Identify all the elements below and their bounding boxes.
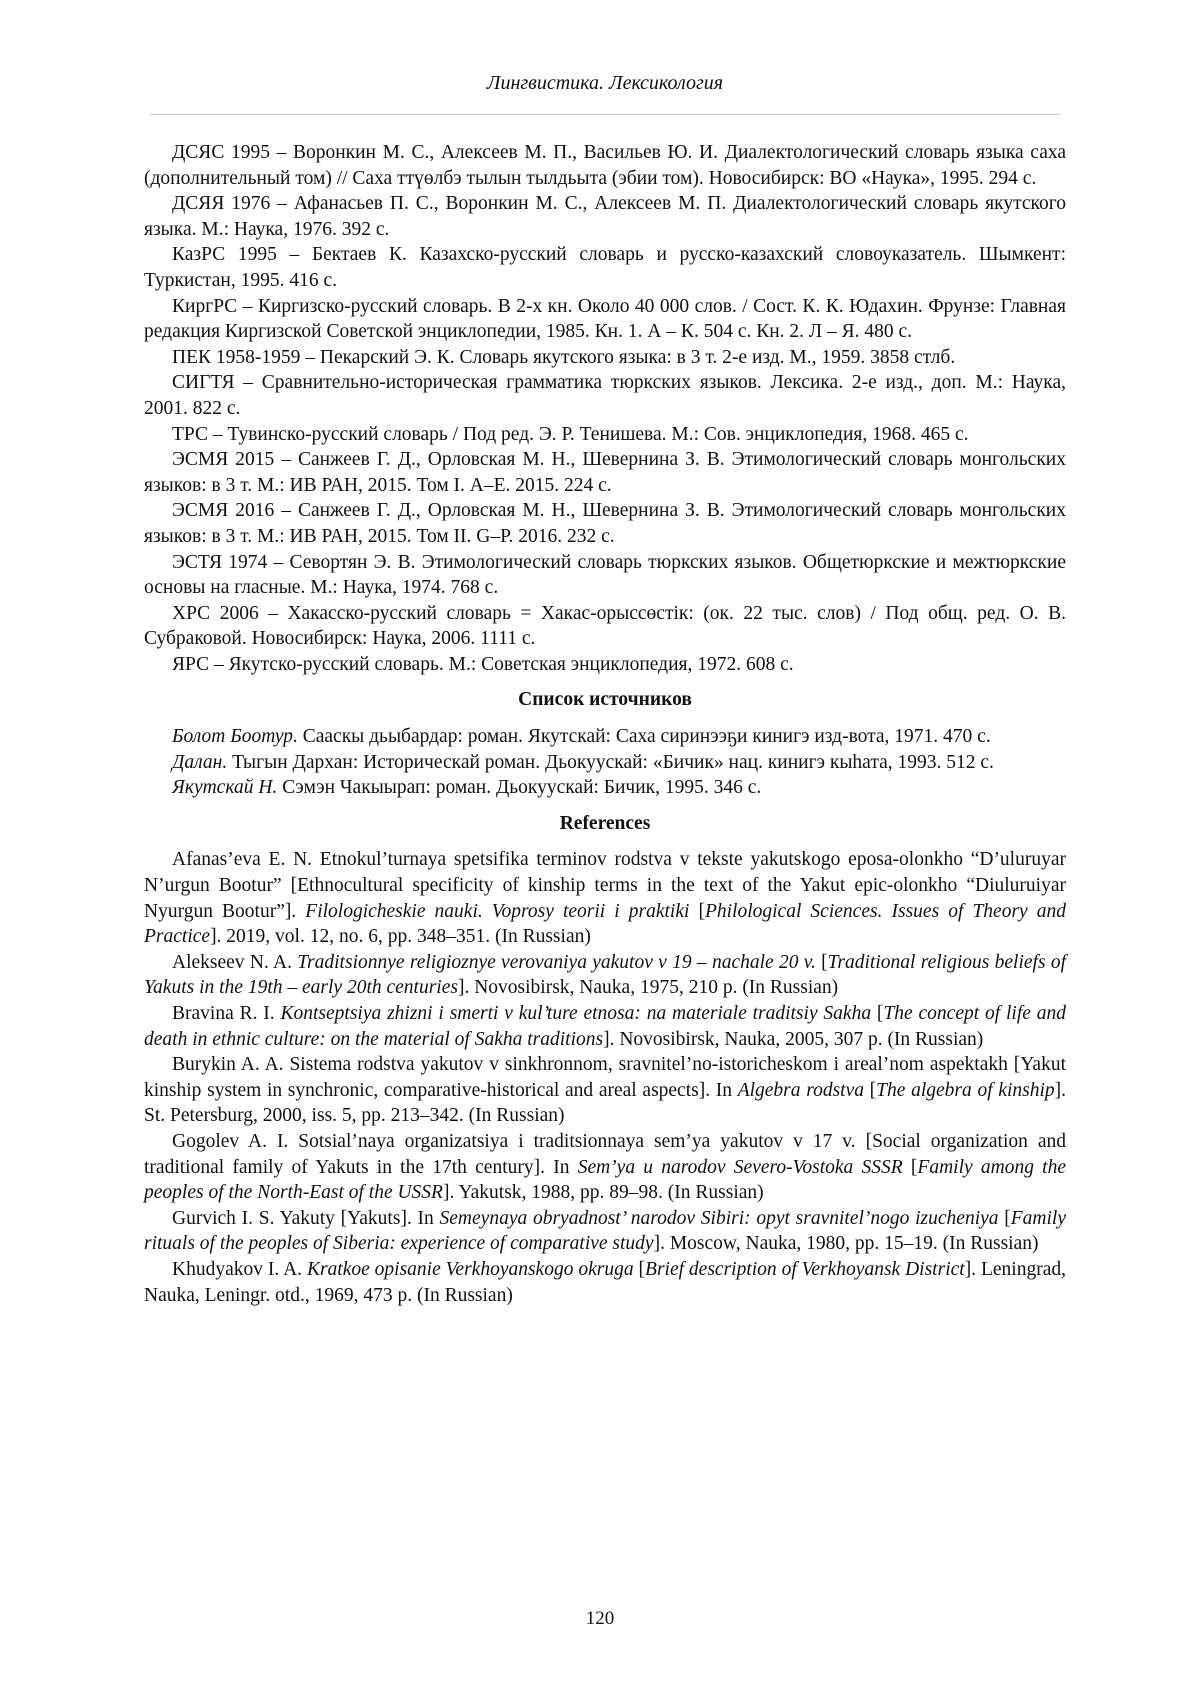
- abbreviation-entry: ДСЯЯ 1976 – Афанасьев П. С., Воронкин М. С., Алексеев М. П. Диалектологический словарь якутского языка. М.: Наука, 1976. 392 с.: [144, 193, 1066, 240]
- reference-title-italic: Philological Sciences. Issues of Theory and Practice: [144, 900, 1066, 948]
- source-details: Сааскы дьыбардар: роман. Якутскай: Саха сиринээҕи кинигэ изд-вота, 1971. 470 с.: [297, 726, 991, 748]
- source-entry: [144, 750, 1066, 776]
- reference-title-italic: The algebra of kinship: [876, 1079, 1055, 1101]
- reference-title-italic: Traditsionnye religioznye verovaniya yakutov v 19 – nachale 20 v.: [297, 951, 816, 973]
- reference-text: ]. Leningrad, Nauka, Leningr. otd., 1969, 473 p. (In Russian): [144, 1258, 1066, 1306]
- reference-text: ]. Novosibirsk, Nauka, 1975, 210 p. (In Russian): [457, 977, 839, 999]
- reference-text: ]. Yakutsk, 1988, pp. 89–98. (In Russian): [442, 1182, 764, 1204]
- source-details: Тыгын Дархан: Историческай роман. Дьокуускай: «Бичик» нац. кинигэ кыһата, 1993. 512 с.: [227, 751, 994, 773]
- abbreviation-entry: ЭСТЯ 1974 – Севортян Э. В. Этимологический словарь тюркских языков. Общетюркские и межтюркские основы на гласные. М.: Наука, 1974. 768 с.: [144, 551, 1066, 599]
- reference-title-italic: Traditional religious beliefs of Yakuts in the 19th – early 20th centuries: [144, 951, 1066, 999]
- reference-text: [: [863, 1079, 877, 1101]
- references-heading: References: [559, 812, 651, 834]
- abbreviation-entry: СИГТЯ – Сравнительно-историческая грамматика тюркских языков. Лексика. 2-е изд., доп. М.: Наука, 2001. 822 с.: [144, 372, 1066, 419]
- reference-entry: [144, 1129, 1066, 1206]
- reference-entry: [144, 1001, 1066, 1052]
- reference-title-italic: The concept of life and death in ethnic culture: on the material of Sakha traditions: [144, 1003, 1066, 1050]
- abbreviation-entry: ЯРС – Якутско-русский словарь. М.: Советская энциклопедия, 1972. 608 с.: [172, 653, 794, 675]
- reference-entry: [144, 1206, 1066, 1257]
- reference-text: [: [633, 1258, 646, 1280]
- abbreviation-entry: КиргРС – Киргизско-русский словарь. В 2-х кн. Около 40 000 слов. / Сост. К. К. Юдахин. Фрунзе: Главная редакция Киргизской Советской энциклопедии, 1985. Кн. 1. А – К. 504 с. Кн. 2. Л – Я. 480 с.: [144, 295, 1066, 343]
- abbreviation-entry: ПЕК 1958-1959 – Пекарский Э. К. Словарь якутского языка: в 3 т. 2-е изд. М., 1959. 3858 стлб.: [172, 346, 956, 368]
- source-details: Сэмэн Чакыырап: роман. Дьокуускай: Бичик, 1995. 346 с.: [277, 777, 762, 799]
- reference-text: Alekseev N. A.: [172, 951, 298, 973]
- reference-title-italic: Kratkoe opisanie Verkhoyanskogo okruga: [306, 1258, 634, 1280]
- reference-text: [: [998, 1207, 1011, 1229]
- reference-text: Khudyakov I. A.: [172, 1258, 307, 1280]
- reference-title-italic: Family rituals of the peoples of Siberia: experience of comparative study: [144, 1207, 1066, 1255]
- reference-title-italic: Kontseptsiya zhizni i smerti v kul’ture etnosa: na materiale traditsiy Sakha: [280, 1003, 872, 1024]
- reference-text: [: [689, 900, 705, 922]
- abbreviation-entry: ДСЯС 1995 – Воронкин М. С., Алексеев М. П., Васильев Ю. И. Диалектологический словарь языка саха (дополнительный том) // Саха ттүөлбэ тылын тылдьыта (эбии том). Новосибирск: ВО «Наука», 1995. 294 с.: [144, 142, 1066, 189]
- reference-text: ]. Novosibirsk, Nauka, 2005, 307 p. (In Russian): [603, 1028, 984, 1050]
- article-body: [144, 140, 1066, 1308]
- reference-text: Gurvich I. S. Yakuty [Yakuts]. In: [172, 1207, 440, 1229]
- reference-entry: [144, 847, 1066, 949]
- reference-entry: [144, 950, 1066, 1001]
- source-entry: [144, 724, 1066, 750]
- reference-text: Gogolev A. I. Sotsial’naya organizatsiya i traditsionnaya sem’ya yakutov v 17 v. [Social organization and traditional family of Yakuts in the 17th century]. In: [144, 1130, 1066, 1178]
- reference-text: ]. 2019, vol. 12, no. 6, pp. 348–351. (In Russian): [210, 926, 591, 948]
- source-author: Болот Боотур.: [172, 726, 298, 748]
- source-author: Далан.: [172, 751, 228, 773]
- reference-title-italic: Algebra rodstva: [737, 1079, 864, 1101]
- reference-title-italic: Semeynaya obryadnost’ narodov Sibiri: opyt sravnitel’nogo izucheniya: [439, 1207, 999, 1229]
- page-number: 120: [585, 1608, 615, 1629]
- abbreviation-entry: ХРС 2006 – Хакасско-русский словарь = Хакас-орыссөстiк: (ок. 22 тыс. слов) / Под общ. ред. О. В. Субраковой. Новосибирск: Наука, 2006. 1111 с.: [144, 602, 1066, 650]
- reference-text: [: [815, 951, 828, 973]
- abbreviations-list: [144, 140, 1066, 677]
- source-author: Якутскай Н.: [172, 777, 278, 799]
- reference-text: ]. St. Petersburg, 2000, iss. 5, pp. 213–342. (In Russian): [144, 1079, 1066, 1127]
- header-divider: [150, 114, 1060, 115]
- sources-heading: Список источников: [518, 689, 692, 711]
- reference-text: Burykin A. A. Sistema rodstva yakutov v sinkhronnom, sravnitel’no-istoricheskom i areal’nom aspektakh [Yakut kinship system in synchronic, comparative-historical and areal aspects]. In: [144, 1054, 1066, 1101]
- reference-title-italic: Sem’ya u narodov Severo-Vostoka SSSR: [577, 1156, 903, 1178]
- abbreviation-entry: ЭСМЯ 2015 – Санжеев Г. Д., Орловская М. Н., Шевернина З. В. Этимологический словарь монгольских языков: в 3 т. М.: ИВ РАН, 2015. Том I. А–Е. 2015. 224 с.: [144, 449, 1066, 496]
- reference-entry: [144, 1257, 1066, 1308]
- reference-text: Afanas’eva E. N. Etnokul’turnaya spetsifika terminov rodstva v tekste yakutskogo eposa-olonkho “D’uluruyar N’urgun Bootur” [Ethnocultural specificity of kinship terms in the text of the Yakut epic-olonkho “Diuluruiyar Nyurgun Bootur”].: [144, 849, 1066, 922]
- references-list: [144, 847, 1066, 1308]
- reference-title-italic: Filologicheskie nauki. Voprosy teorii i praktiki: [305, 900, 690, 922]
- reference-title-italic: Brief description of Verkhoyansk District: [645, 1258, 965, 1280]
- reference-text: Bravina R. I.: [172, 1003, 281, 1024]
- reference-text: [: [871, 1003, 884, 1024]
- abbreviation-entry: ЭСМЯ 2016 – Санжеев Г. Д., Орловская М. Н., Шевернина З. В. Этимологический словарь монгольских языков: в 3 т. М.: ИВ РАН, 2015. Том II. G–Р. 2016. 232 с.: [144, 500, 1066, 547]
- abbreviation-entry: КазРС 1995 – Бектаев К. Казахско-русский словарь и русско-казахский словоуказатель. Шымкент: Туркистан, 1995. 416 с.: [144, 244, 1066, 291]
- reference-text: ]. Moscow, Nauka, 1980, pp. 15–19. (In Russian): [653, 1233, 1039, 1255]
- reference-entry: [144, 1052, 1066, 1129]
- reference-text: [: [902, 1156, 918, 1178]
- running-header: Лингвистика. Лексикология: [486, 72, 724, 94]
- abbreviation-entry: ТРС – Тувинско-русский словарь / Под ред. Э. Р. Тенишева. М.: Сов. энциклопедия, 1968. 465 с.: [172, 423, 969, 445]
- sources-list: [144, 724, 1066, 801]
- reference-title-italic: Family among the peoples of the North-East of the USSR: [144, 1156, 1067, 1204]
- source-entry: [144, 775, 1066, 801]
